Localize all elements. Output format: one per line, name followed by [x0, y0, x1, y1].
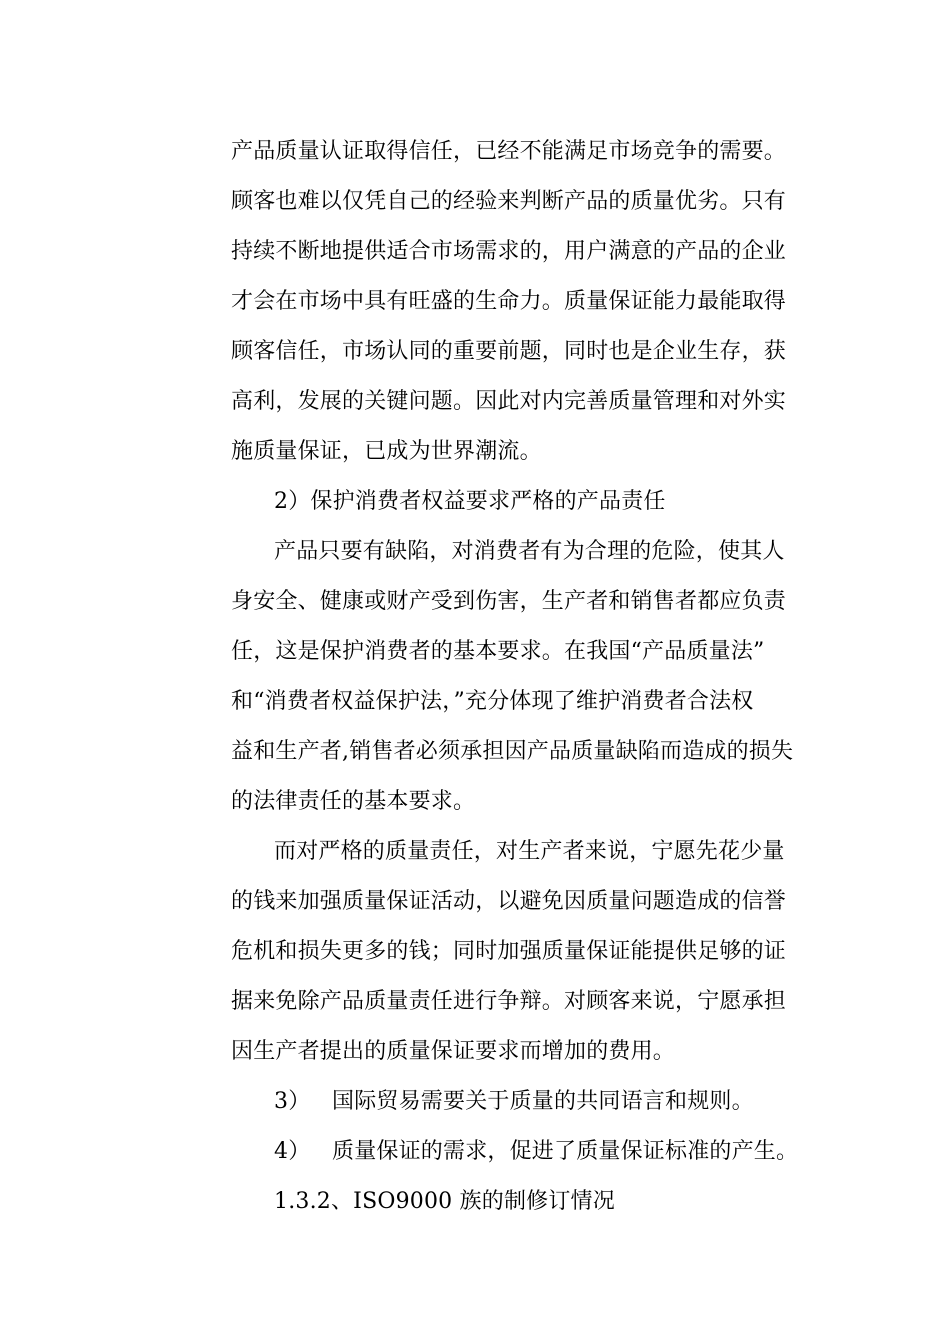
text-line: 产品只要有缺陷，对消费者有为合理的危险，使其人: [274, 539, 785, 564]
text-line: 而对严格的质量责任，对生产者来说，宁愿先花少量: [274, 839, 785, 864]
list-text: 质量保证的需求，促进了质量保证标准的产生。: [332, 1139, 799, 1164]
list-text: 国际贸易需要关于质量的共同语言和规则。: [332, 1089, 754, 1114]
text-line: 和“消费者权益保护法，”充分体现了维护消费者合法权: [231, 689, 754, 714]
text-line: 施质量保证，已成为世界潮流。: [231, 439, 542, 464]
subheading-consumer-rights: 2）保护消费者权益要求严格的产品责任: [274, 489, 666, 514]
text-line: 任，这是保护消费者的基本要求。在我国“产品质量法”: [231, 639, 765, 664]
paragraph-3: [231, 827, 811, 1077]
paragraph-2: [231, 527, 811, 827]
text-line: 顾客信任，市场认同的重要前题，同时也是企业生存，获: [231, 339, 787, 364]
list-number: 3）: [274, 1089, 311, 1114]
text-line: 才会在市场中具有旺盛的生命力。质量保证能力最能取得: [231, 289, 787, 314]
text-line: 据来免除产品质量责任进行争辩。对顾客来说，宁愿承担: [231, 989, 787, 1014]
text-line: 的钱来加强质量保证活动，以避免因质量问题造成的信誉: [231, 889, 787, 914]
text-line: 益和生产者,销售者必须承担因产品质量缺陷而造成的损失: [231, 739, 794, 764]
list-item-3: [231, 1077, 811, 1127]
text-line: 顾客也难以仅凭自己的经验来判断产品的质量优劣。只有: [231, 189, 787, 214]
text-line: 身安全、健康或财产受到伤害，生产者和销售者都应负责: [231, 589, 787, 614]
section-heading: 1.3.2、ISO9000 族的制修订情况: [274, 1189, 615, 1214]
text-line: 因生产者提出的质量保证要求而增加的费用。: [231, 1039, 676, 1064]
text-line: 持续不断地提供适合市场需求的，用户满意的产品的企业: [231, 239, 787, 264]
text-line: 的法律责任的基本要求。: [231, 789, 476, 814]
list-number: 4）: [274, 1139, 311, 1164]
text-line: 产品质量认证取得信任，已经不能满足市场竞争的需要。: [231, 139, 787, 164]
paragraph-1: [231, 127, 811, 477]
text-line: 危机和损失更多的钱；同时加强质量保证能提供足够的证: [231, 939, 787, 964]
list-item-4: [231, 1127, 811, 1177]
document-body: [231, 127, 811, 1227]
text-line: 高利，发展的关键问题。因此对内完善质量管理和对外实: [231, 389, 787, 414]
